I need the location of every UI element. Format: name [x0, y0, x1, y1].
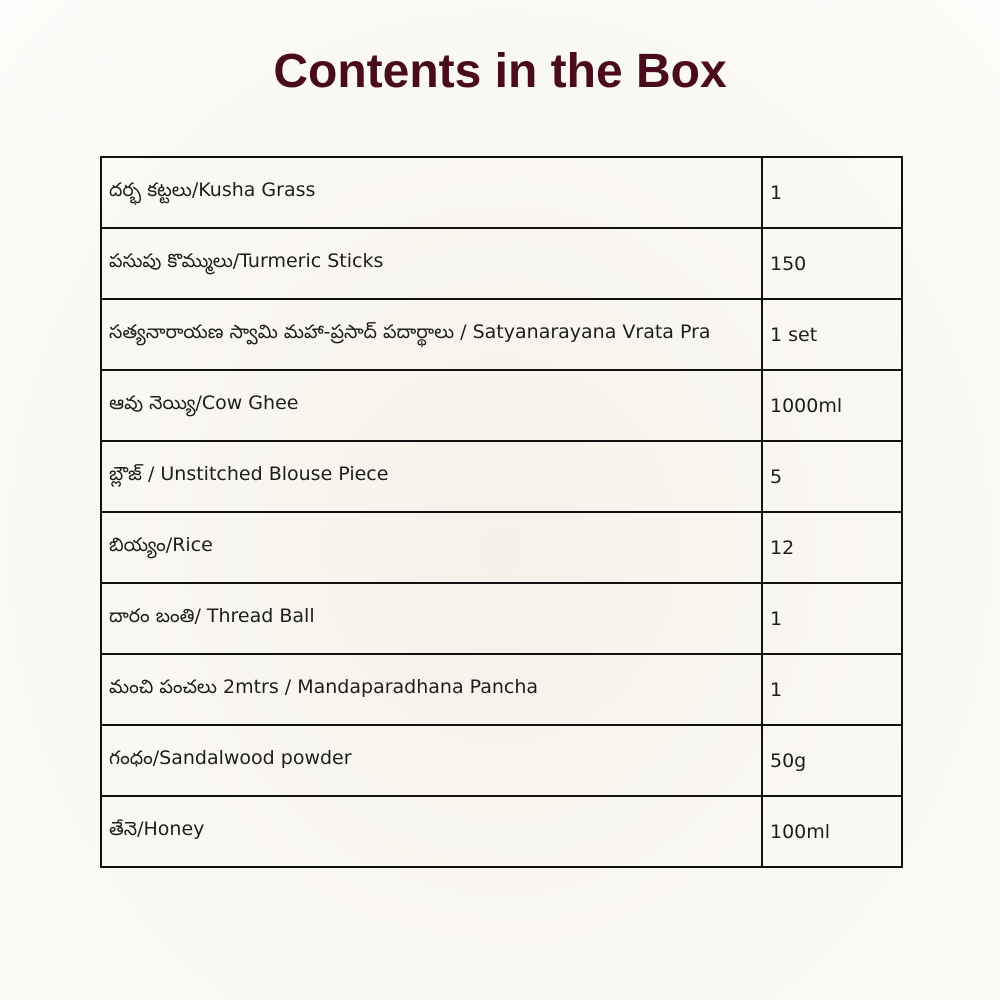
item-quantity-cell: 150 — [762, 228, 902, 299]
item-quantity-cell: 50g — [762, 725, 902, 796]
item-name-cell: దారం బంతి/ Thread Ball — [101, 583, 762, 654]
item-name-cell: దర్భ కట్టలు/Kusha Grass — [101, 157, 762, 228]
table-row — [101, 725, 902, 796]
item-name-cell: బ్లౌజ్ / Unstitched Blouse Piece — [101, 441, 762, 512]
item-name-cell: మంచి పంచలు 2mtrs / Mandaparadhana Pancha — [101, 654, 762, 725]
item-quantity-cell: 1 — [762, 654, 902, 725]
table-row — [101, 512, 902, 583]
table-row — [101, 157, 902, 228]
item-name-cell: సత్యనారాయణ స్వామి మహా-ప్రసాద్ పదార్థాలు / Satyanarayana Vrata Pra — [101, 299, 762, 370]
item-quantity-cell: 100ml — [762, 796, 902, 867]
table-row — [101, 583, 902, 654]
item-quantity-cell: 1000ml — [762, 370, 902, 441]
table-row — [101, 796, 902, 867]
item-name-cell: గంధం/Sandalwood powder — [101, 725, 762, 796]
item-quantity-cell: 5 — [762, 441, 902, 512]
item-quantity-cell: 1 — [762, 583, 902, 654]
table-row — [101, 228, 902, 299]
item-quantity-cell: 12 — [762, 512, 902, 583]
table-row — [101, 441, 902, 512]
item-name-cell: పసుపు కొమ్ములు/Turmeric Sticks — [101, 228, 762, 299]
item-quantity-cell: 1 set — [762, 299, 902, 370]
item-name-cell: తేనె/Honey — [101, 796, 762, 867]
table-row — [101, 299, 902, 370]
table-row — [101, 370, 902, 441]
item-quantity-cell: 1 — [762, 157, 902, 228]
contents-table — [100, 156, 903, 868]
item-name-cell: బియ్యం/Rice — [101, 512, 762, 583]
item-name-cell: ఆవు నెయ్యి/Cow Ghee — [101, 370, 762, 441]
table-row — [101, 654, 902, 725]
page-title: Contents in the Box — [273, 45, 727, 98]
